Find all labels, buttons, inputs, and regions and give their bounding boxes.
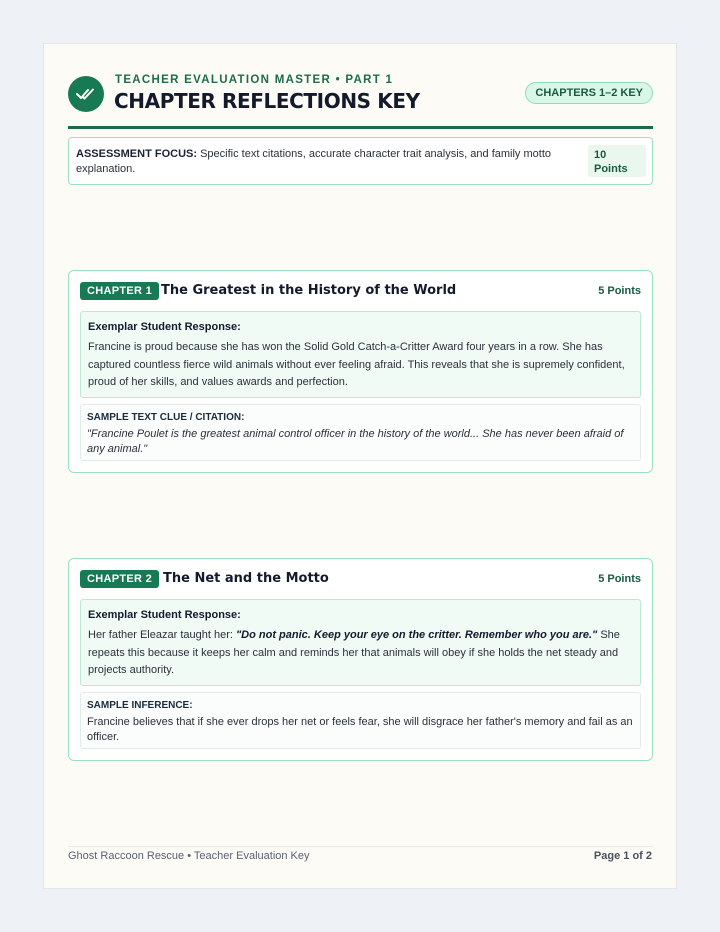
inference-box: [80, 692, 641, 749]
eyebrow-label: TEACHER EVALUATION MASTER • PART 1: [115, 74, 394, 86]
text-clue-box: [80, 404, 641, 461]
exemplar-response-box: [80, 599, 641, 686]
assessment-focus-text: [76, 147, 576, 177]
chapter-1-card: [68, 270, 653, 473]
total-points-badge: 10 Points: [588, 145, 646, 177]
page-number: Page 1 of 2: [593, 850, 652, 862]
chapter-tag: CHAPTER 1: [80, 282, 159, 300]
assessment-focus-box: [68, 137, 653, 185]
assessment-focus-label: ASSESSMENT FOCUS:: [76, 148, 198, 160]
chapter-2-card: [68, 558, 653, 761]
response-suffix: She repeats this because it keeps her calm and reminds her that animals will obey if she holds the net steady and projects authority.: [88, 629, 620, 676]
text-clue-citation: "Francine Poulet is the greatest animal control officer in the history of the world... She has never been afraid of any animal.": [87, 428, 624, 455]
page-title: CHAPTER REFLECTIONS KEY: [114, 89, 420, 113]
response-prefix: Her father Eleazar taught her:: [88, 629, 236, 641]
header: [68, 72, 653, 130]
family-motto-quote: "Do not panic. Keep your eye on the critter. Remember who you are.": [235, 629, 598, 641]
assessment-focus-description: Specific text citations, accurate character trait analysis, and family motto explanation.: [76, 148, 551, 175]
document-page: [43, 43, 677, 889]
text-clue-label: SAMPLE TEXT CLUE / CITATION:: [87, 412, 245, 423]
exemplar-response-label: Exemplar Student Response:: [88, 609, 241, 621]
inference-text: Francine believes that if she ever drops her net or feels fear, she will disgrace her father's memory and fail as an officer.: [87, 716, 633, 743]
footer-divider: [68, 846, 653, 847]
chapter-points: 5 Points: [598, 573, 641, 585]
chapter-title: The Net and the Motto: [163, 571, 329, 586]
exemplar-response-text: Francine is proud because she has won the Solid Gold Catch-a-Critter Award four years in a row. She has captured countless fierce wild animals without ever feeling afraid. This reveals that she is supremely confident, proud of her skills, and values awards and perfection.: [88, 341, 625, 388]
inference-label: SAMPLE INFERENCE:: [87, 700, 193, 711]
chapter-points: 5 Points: [598, 285, 641, 297]
chapter-title: The Greatest in the History of the World: [161, 283, 457, 298]
header-divider: [68, 126, 653, 129]
exemplar-response-label: Exemplar Student Response:: [88, 321, 241, 333]
chapters-badge: CHAPTERS 1–2 KEY: [525, 82, 653, 104]
logo-badge: [68, 76, 104, 112]
footer-title: Ghost Raccoon Rescue • Teacher Evaluation Key: [68, 850, 310, 862]
chapter-tag: CHAPTER 2: [80, 570, 159, 588]
exemplar-response-box: [80, 311, 641, 398]
exemplar-response-text: [88, 627, 633, 680]
double-check-icon: [76, 85, 96, 103]
